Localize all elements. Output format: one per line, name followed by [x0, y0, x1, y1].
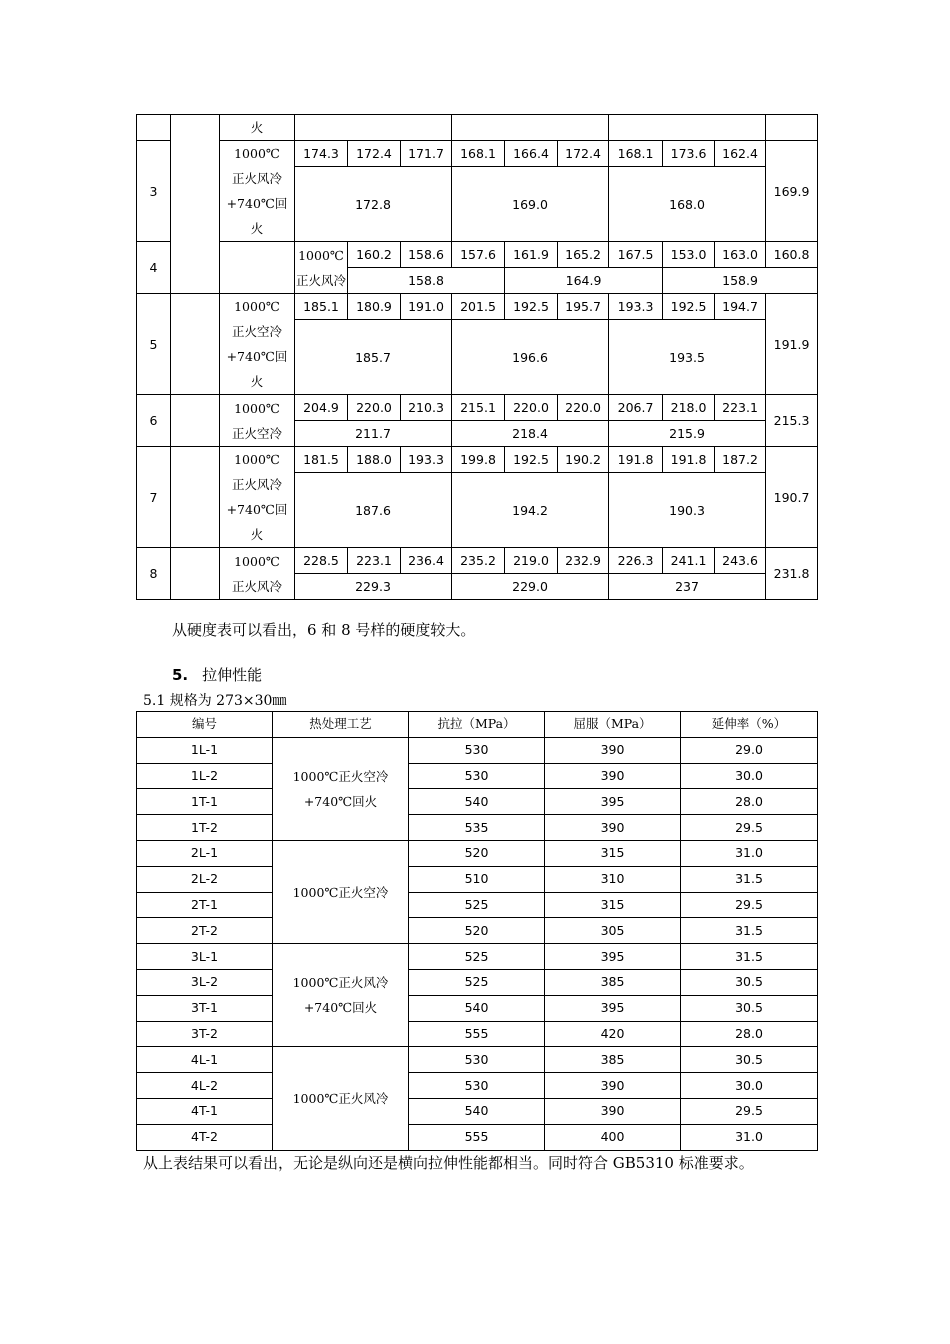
elongation-cell: 28.0: [681, 1021, 818, 1047]
tensile-strength-cell: 540: [409, 995, 545, 1021]
tensile-row: [137, 815, 818, 841]
column-header: 热处理工艺: [273, 712, 409, 738]
process-line: 正火空冷: [231, 425, 282, 441]
blank-cell: [766, 115, 818, 141]
column-header: 延伸率（%）: [681, 712, 818, 738]
position-average-cell: 185.7: [295, 320, 452, 395]
hardness-reading-cell: 228.5: [295, 548, 348, 574]
hardness-reading-cell: 168.1: [609, 141, 663, 167]
specimen-id-cell: 4T-2: [137, 1124, 273, 1150]
hardness-reading-cell: 192.5: [505, 447, 558, 473]
elongation-cell: 31.5: [681, 918, 818, 944]
yield-strength-cell: 385: [545, 1047, 681, 1073]
overall-average-cell: 190.7: [766, 447, 818, 548]
blank-cell: [452, 115, 609, 141]
process-line: 1000℃正火风冷: [292, 975, 389, 991]
process-line: 1000℃正火空冷: [292, 768, 389, 784]
position-average-cell: 194.2: [452, 473, 609, 548]
blank-cell: [609, 115, 766, 141]
tensile-row: [137, 944, 818, 970]
tensile-strength-cell: 525: [409, 969, 545, 995]
elongation-cell: 31.5: [681, 866, 818, 892]
tensile-strength-cell: 540: [409, 789, 545, 815]
tensile-row: [137, 892, 818, 918]
tensile-strength-cell: 510: [409, 866, 545, 892]
process-line: 正火空冷: [231, 324, 282, 339]
process-line: 1000℃: [234, 452, 280, 467]
specimen-id-cell: 3L-1: [137, 944, 273, 970]
hardness-reading-cell: 232.9: [558, 548, 609, 574]
hardness-reading-cell: 220.0: [348, 395, 401, 421]
hardness-reading-cell: 191.8: [609, 447, 663, 473]
yield-strength-cell: 315: [545, 892, 681, 918]
yield-strength-cell: 310: [545, 866, 681, 892]
specimen-id-cell: 2T-2: [137, 918, 273, 944]
position-average-cell: 193.5: [609, 320, 766, 395]
tensile-strength-cell: 525: [409, 944, 545, 970]
hardness-row: [137, 447, 818, 473]
elongation-cell: 28.0: [681, 789, 818, 815]
process-line: +740℃回: [226, 502, 288, 517]
sample-no-cell: 5: [137, 294, 171, 395]
hardness-reading-cell: 171.7: [401, 141, 452, 167]
group-cell: [220, 242, 295, 294]
elongation-cell: 30.5: [681, 995, 818, 1021]
tensile-strength-cell: 520: [409, 840, 545, 866]
yield-strength-cell: 390: [545, 1098, 681, 1124]
hardness-reading-cell: 167.5: [609, 242, 663, 268]
process-line: 1000℃: [234, 146, 280, 161]
overall-average-cell: 169.9: [766, 141, 818, 242]
position-average-cell: 190.3: [609, 473, 766, 548]
position-average-cell: 172.8: [295, 167, 452, 242]
process-line: 火: [250, 527, 264, 542]
hardness-reading-cell: 191.8: [663, 447, 715, 473]
sample-no-cell: 8: [137, 548, 171, 600]
sample-no-cell: 6: [137, 395, 171, 447]
process-cell: [295, 242, 348, 294]
specimen-id-cell: 2T-1: [137, 892, 273, 918]
tensile-row: [137, 918, 818, 944]
yield-strength-cell: 420: [545, 1021, 681, 1047]
yield-strength-cell: 315: [545, 840, 681, 866]
tensile-row: [137, 737, 818, 763]
heat-treatment-cell: [273, 840, 409, 943]
process-line: 正火风冷: [231, 171, 282, 186]
tensile-table: [136, 711, 818, 1151]
position-average-cell: 169.0: [452, 167, 609, 242]
tensile-strength-cell: 530: [409, 763, 545, 789]
section-number: 5.: [172, 666, 189, 684]
sample-no-cell: [137, 115, 171, 141]
hardness-reading-cell: 223.1: [348, 548, 401, 574]
tensile-row: [137, 1021, 818, 1047]
tensile-strength-cell: 535: [409, 815, 545, 841]
elongation-cell: 31.0: [681, 840, 818, 866]
tensile-row: [137, 1098, 818, 1124]
hardness-reading-cell: 158.6: [401, 242, 452, 268]
hardness-reading-cell: 236.4: [401, 548, 452, 574]
process-line: 1000℃: [234, 400, 280, 416]
hardness-reading-cell: 181.5: [295, 447, 348, 473]
hardness-reading-cell: 174.3: [295, 141, 348, 167]
group-cell: [171, 447, 220, 548]
overall-average-cell: 215.3: [766, 395, 818, 447]
position-average-cell: 237: [609, 574, 766, 600]
position-average-cell: 229.0: [452, 574, 609, 600]
hardness-reading-cell: 220.0: [558, 395, 609, 421]
hardness-reading-cell: 201.5: [452, 294, 505, 320]
tensile-row: [137, 763, 818, 789]
hardness-reading-cell: 243.6: [715, 548, 766, 574]
specimen-id-cell: 3T-1: [137, 995, 273, 1021]
process-line: +740℃回火: [303, 793, 378, 809]
specimen-id-cell: 1T-1: [137, 789, 273, 815]
hardness-reading-cell: 173.6: [663, 141, 715, 167]
specimen-id-cell: 4T-1: [137, 1098, 273, 1124]
tensile-row: [137, 789, 818, 815]
group-cell: [171, 395, 220, 447]
hardness-reading-cell: 204.9: [295, 395, 348, 421]
process-cell: [220, 447, 295, 548]
process-line: 1000℃: [298, 247, 344, 263]
blank-cell: [295, 115, 452, 141]
overall-average-cell: 231.8: [766, 548, 818, 600]
specimen-id-cell: 3L-2: [137, 969, 273, 995]
section-title: 拉伸性能: [202, 666, 263, 684]
yield-strength-cell: 395: [545, 944, 681, 970]
heat-treatment-cell: [273, 737, 409, 840]
sample-no-cell: 3: [137, 141, 171, 242]
elongation-cell: 29.5: [681, 815, 818, 841]
process-line: 1000℃正火风冷: [292, 1090, 389, 1106]
yield-strength-cell: 390: [545, 815, 681, 841]
hardness-reading-cell: 191.0: [401, 294, 452, 320]
process-line: 正火风冷: [231, 477, 282, 492]
position-average-cell: 211.7: [295, 421, 452, 447]
position-average-cell: 158.8: [348, 268, 505, 294]
hardness-carryover-row: [137, 115, 818, 141]
tensile-header-row: [137, 712, 818, 738]
yield-strength-cell: 395: [545, 995, 681, 1021]
yield-strength-cell: 395: [545, 789, 681, 815]
process-line: 正火风冷: [295, 272, 346, 288]
yield-strength-cell: 400: [545, 1124, 681, 1150]
hardness-reading-cell: 194.7: [715, 294, 766, 320]
tensile-strength-cell: 530: [409, 737, 545, 763]
specimen-id-cell: 1L-1: [137, 737, 273, 763]
hardness-reading-cell: 172.4: [558, 141, 609, 167]
yield-strength-cell: 390: [545, 737, 681, 763]
elongation-cell: 30.5: [681, 969, 818, 995]
hardness-reading-cell: 220.0: [505, 395, 558, 421]
hardness-reading-cell: 165.2: [558, 242, 609, 268]
hardness-reading-cell: 172.4: [348, 141, 401, 167]
specimen-id-cell: 1L-2: [137, 763, 273, 789]
hardness-reading-cell: 219.0: [505, 548, 558, 574]
elongation-cell: 30.0: [681, 1073, 818, 1099]
hardness-reading-cell: 185.1: [295, 294, 348, 320]
position-average-cell: 168.0: [609, 167, 766, 242]
tensile-strength-cell: 530: [409, 1047, 545, 1073]
position-average-cell: 229.3: [295, 574, 452, 600]
process-cell: [220, 294, 295, 395]
tensile-row: [137, 840, 818, 866]
tensile-strength-cell: 555: [409, 1124, 545, 1150]
position-average-cell: 164.9: [505, 268, 663, 294]
hardness-reading-cell: 180.9: [348, 294, 401, 320]
conclusion-paragraph: 从上表结果可以看出，无论是纵向还是横向拉伸性能都相当。同时符合 GB5310 标准要求。: [143, 1154, 754, 1172]
hardness-reading-cell: 223.1: [715, 395, 766, 421]
overall-average-cell: 191.9: [766, 294, 818, 395]
sample-no-cell: 7: [137, 447, 171, 548]
hardness-reading-cell: 160.8: [766, 242, 818, 268]
process-cell: [220, 141, 295, 242]
hardness-reading-cell: 157.6: [452, 242, 505, 268]
specimen-id-cell: 4L-2: [137, 1073, 273, 1099]
process-line: 1000℃: [234, 553, 280, 569]
tensile-strength-cell: 520: [409, 918, 545, 944]
subsection-heading: 5.1 规格为 273×30㎜: [143, 693, 287, 709]
elongation-cell: 30.0: [681, 763, 818, 789]
process-line: 火: [250, 374, 264, 389]
elongation-cell: 31.0: [681, 1124, 818, 1150]
hardness-reading-cell: 193.3: [609, 294, 663, 320]
hardness-reading-cell: 192.5: [663, 294, 715, 320]
process-line: 正火风冷: [231, 578, 282, 594]
process-line: 1000℃正火空冷: [292, 884, 389, 900]
hardness-reading-cell: 192.5: [505, 294, 558, 320]
hardness-reading-cell: 168.1: [452, 141, 505, 167]
hardness-reading-cell: 166.4: [505, 141, 558, 167]
hardness-reading-cell: 193.3: [401, 447, 452, 473]
specimen-id-cell: 4L-1: [137, 1047, 273, 1073]
hardness-reading-cell: 161.9: [505, 242, 558, 268]
tensile-strength-cell: 555: [409, 1021, 545, 1047]
hardness-reading-cell: 199.8: [452, 447, 505, 473]
hardness-reading-cell: 235.2: [452, 548, 505, 574]
position-average-cell: 215.9: [609, 421, 766, 447]
specimen-id-cell: 3T-2: [137, 1021, 273, 1047]
yield-strength-cell: 305: [545, 918, 681, 944]
specimen-id-cell: 1T-2: [137, 815, 273, 841]
hardness-reading-cell: 188.0: [348, 447, 401, 473]
hardness-row: [137, 141, 818, 167]
elongation-cell: 31.5: [681, 944, 818, 970]
specimen-id-cell: 2L-1: [137, 840, 273, 866]
position-average-cell: 187.6: [295, 473, 452, 548]
hardness-reading-cell: 190.2: [558, 447, 609, 473]
tensile-row: [137, 1047, 818, 1073]
hardness-reading-cell: 195.7: [558, 294, 609, 320]
group-cell: [171, 548, 220, 600]
hardness-reading-cell: 218.0: [663, 395, 715, 421]
specimen-id-cell: 2L-2: [137, 866, 273, 892]
tensile-row: [137, 866, 818, 892]
process-line: +740℃回火: [303, 1000, 378, 1016]
tensile-strength-cell: 525: [409, 892, 545, 918]
elongation-cell: 29.5: [681, 1098, 818, 1124]
process-line: 火: [250, 221, 264, 236]
hardness-reading-cell: 160.2: [348, 242, 401, 268]
hardness-reading-cell: 241.1: [663, 548, 715, 574]
group-cell: [171, 294, 220, 395]
sample-no-cell: 4: [137, 242, 171, 294]
section-heading: [172, 664, 262, 685]
tensile-row: [137, 1124, 818, 1150]
hardness-reading-cell: 153.0: [663, 242, 715, 268]
yield-strength-cell: 390: [545, 1073, 681, 1099]
yield-strength-cell: 385: [545, 969, 681, 995]
hardness-reading-cell: 206.7: [609, 395, 663, 421]
column-header: 抗拉（MPa）: [409, 712, 545, 738]
hardness-reading-cell: 215.1: [452, 395, 505, 421]
hardness-row: [137, 294, 818, 320]
heat-treatment-cell: [273, 1047, 409, 1150]
tensile-row: [137, 995, 818, 1021]
yield-strength-cell: 390: [545, 763, 681, 789]
hardness-reading-cell: 226.3: [609, 548, 663, 574]
tensile-row: [137, 1073, 818, 1099]
heat-treatment-cell: [273, 944, 409, 1047]
process-cell: [220, 395, 295, 447]
hardness-reading-cell: 162.4: [715, 141, 766, 167]
process-line: +740℃回: [226, 196, 288, 211]
hardness-row: [137, 242, 818, 268]
hardness-reading-cell: 187.2: [715, 447, 766, 473]
column-header: 屈服（MPa）: [545, 712, 681, 738]
group-cell: [171, 115, 220, 294]
hardness-note: 从硬度表可以看出，6 和 8 号样的硬度较大。: [172, 621, 476, 639]
hardness-reading-cell: 210.3: [401, 395, 452, 421]
column-header: 编号: [137, 712, 273, 738]
hardness-table: [136, 114, 818, 600]
process-line: +740℃回: [226, 349, 288, 364]
position-average-cell: 196.6: [452, 320, 609, 395]
tensile-strength-cell: 540: [409, 1098, 545, 1124]
position-average-cell: 218.4: [452, 421, 609, 447]
hardness-reading-cell: 163.0: [715, 242, 766, 268]
hardness-row: [137, 548, 818, 574]
tensile-table-header: [137, 712, 818, 738]
hardness-table-body: [137, 115, 818, 600]
elongation-cell: 30.5: [681, 1047, 818, 1073]
hardness-row: [137, 395, 818, 421]
elongation-cell: 29.0: [681, 737, 818, 763]
process-cell: [220, 548, 295, 600]
position-average-cell: 158.9: [663, 268, 818, 294]
tensile-strength-cell: 530: [409, 1073, 545, 1099]
process-cell: 火: [220, 115, 295, 141]
tensile-table-body: [137, 737, 818, 1150]
process-line: 1000℃: [234, 299, 280, 314]
elongation-cell: 29.5: [681, 892, 818, 918]
tensile-row: [137, 969, 818, 995]
